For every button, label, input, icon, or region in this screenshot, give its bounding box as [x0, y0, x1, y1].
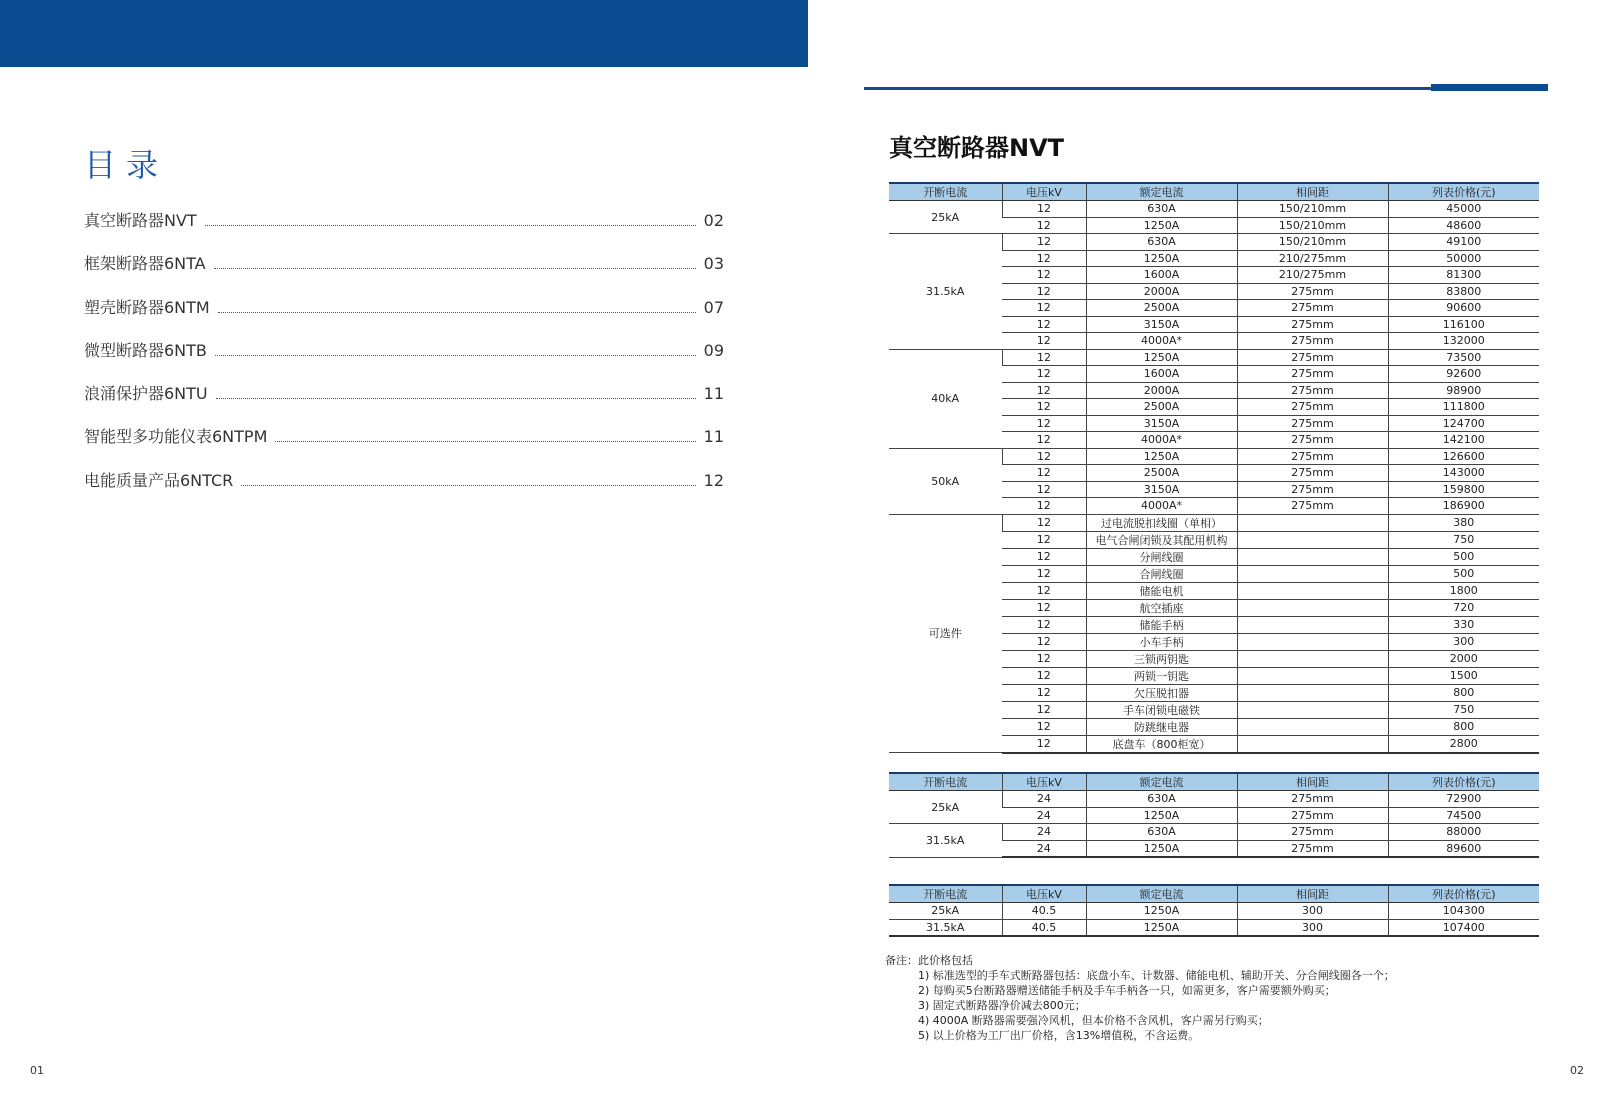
table-cell: 过电流脱扣线圈（单相）: [1086, 514, 1237, 531]
table-cell: 275mm: [1237, 415, 1388, 432]
table-cell: 300: [1237, 903, 1388, 920]
table-cell: [1237, 667, 1388, 684]
table-cell: 1600A: [1086, 366, 1237, 383]
breaking-current-cell: 31.5kA: [889, 234, 1002, 350]
table-cell: 2500A: [1086, 300, 1237, 317]
column-header: 列表价格(元): [1388, 183, 1539, 201]
table-cell: 1250A: [1086, 807, 1237, 824]
table-cell: 630A: [1086, 791, 1237, 808]
table-cell: 电气合闸闭锁及其配用机构: [1086, 531, 1237, 548]
table-header-row: [889, 885, 1539, 903]
toc-entry[interactable]: [84, 424, 724, 467]
table-cell: 12: [1002, 565, 1086, 582]
toc-entry-page: 03: [703, 254, 724, 274]
table-cell: 275mm: [1237, 807, 1388, 824]
table-cell: 12: [1002, 349, 1086, 366]
table-cell: 底盘车（800柜宽）: [1086, 735, 1237, 753]
toc-entry-page: 12: [703, 470, 724, 490]
table-cell: 275mm: [1237, 448, 1388, 465]
toc-leader-dots: [216, 398, 696, 399]
column-header: 开断电流: [889, 183, 1002, 201]
toc-entry[interactable]: [84, 295, 724, 338]
toc-leader-dots: [205, 225, 696, 226]
table-cell: 210/275mm: [1237, 267, 1388, 284]
table-cell: 74500: [1388, 807, 1539, 824]
table-cell: 126600: [1388, 448, 1539, 465]
table-cell: 275mm: [1237, 840, 1388, 857]
table-cell: 275mm: [1237, 283, 1388, 300]
table-cell: 4000A*: [1086, 432, 1237, 449]
table-cell: 12: [1002, 667, 1086, 684]
table-cell: [1237, 565, 1388, 582]
table-cell: 12: [1002, 382, 1086, 399]
toc-entry[interactable]: [84, 208, 724, 251]
table-cell: 2500A: [1086, 399, 1237, 416]
table-cell: 500: [1388, 565, 1539, 582]
table-cell: 合闸线圈: [1086, 565, 1237, 582]
column-header: 相间距: [1237, 183, 1388, 201]
table-cell: 防跳继电器: [1086, 718, 1237, 735]
price-notes: [885, 953, 1395, 1043]
breaking-current-cell: 31.5kA: [889, 919, 1002, 936]
breaking-current-cell: 50kA: [889, 448, 1002, 514]
table-row: [889, 448, 1539, 465]
note-item: 5) 以上价格为工厂出厂价格，含13%增值税，不含运费。: [918, 1029, 1200, 1042]
table-cell: 630A: [1086, 201, 1237, 218]
table-cell: 12: [1002, 498, 1086, 515]
note-item: 2) 每购买5台断路器赠送储能手柄及手车手柄各一只，如需更多，客户需要额外购买；: [918, 984, 1336, 997]
header-bar: [0, 0, 808, 67]
table-cell: 89600: [1388, 840, 1539, 857]
price-table-24kv: [889, 772, 1539, 858]
note-item: 3) 固定式断路器净价减去800元；: [918, 999, 1086, 1012]
note-item: 4) 4000A 断路器需要强冷风机，但本价格不含风机，客户需另行购买；: [918, 1014, 1269, 1027]
table-cell: 12: [1002, 650, 1086, 667]
table-cell: [1237, 514, 1388, 531]
breaking-current-cell: 可选件: [889, 514, 1002, 753]
table-cell: 3150A: [1086, 415, 1237, 432]
table-cell: 12: [1002, 582, 1086, 599]
table-cell: [1237, 684, 1388, 701]
table-cell: 275mm: [1237, 498, 1388, 515]
toc-entry-page: 11: [703, 427, 724, 447]
toc-entry-page: 07: [703, 297, 724, 317]
toc-entry-label: 真空断路器NVT: [84, 211, 197, 230]
column-header: 额定电流: [1086, 885, 1237, 903]
table-cell: 275mm: [1237, 399, 1388, 416]
table-cell: 275mm: [1237, 366, 1388, 383]
toc-entry-label: 微型断路器6NTB: [84, 340, 207, 360]
table-cell: 116100: [1388, 316, 1539, 333]
table-cell: 210/275mm: [1237, 250, 1388, 267]
table-cell: 1250A: [1086, 903, 1237, 920]
table-cell: 12: [1002, 250, 1086, 267]
table-cell: 24: [1002, 824, 1086, 841]
table-cell: 48600: [1388, 217, 1539, 234]
column-header: 额定电流: [1086, 773, 1237, 791]
column-header: 列表价格(元): [1388, 773, 1539, 791]
column-header: 额定电流: [1086, 183, 1237, 201]
breaking-current-cell: 31.5kA: [889, 824, 1002, 858]
column-header: 电压kV: [1002, 773, 1086, 791]
table-cell: 275mm: [1237, 481, 1388, 498]
table-cell: 分闸线圈: [1086, 548, 1237, 565]
table-cell: 275mm: [1237, 465, 1388, 482]
table-cell: 12: [1002, 432, 1086, 449]
table-cell: 三锁两钥匙: [1086, 650, 1237, 667]
table-cell: 储能电机: [1086, 582, 1237, 599]
toc-leader-dots: [215, 355, 696, 356]
table-cell: 275mm: [1237, 316, 1388, 333]
table-cell: [1237, 548, 1388, 565]
table-cell: 12: [1002, 217, 1086, 234]
toc-entry-page: 02: [703, 211, 724, 230]
table-cell: [1237, 599, 1388, 616]
table-cell: 2800: [1388, 735, 1539, 753]
table-cell: 12: [1002, 633, 1086, 650]
note-item: 1) 标准选型的手车式断路器包括：底盘小车、计数器、储能电机、辅助开关、分合闸线圈各一个；: [918, 969, 1395, 982]
table-cell: 24: [1002, 840, 1086, 857]
table-cell: 300: [1237, 919, 1388, 936]
toc-entry-page: 09: [703, 340, 724, 360]
column-header: 开断电流: [889, 773, 1002, 791]
table-cell: 12: [1002, 283, 1086, 300]
column-header: 开断电流: [889, 885, 1002, 903]
table-cell: 49100: [1388, 234, 1539, 251]
toc-entry-label: 框架断路器6NTA: [84, 254, 206, 274]
table-cell: 720: [1388, 599, 1539, 616]
toc-entry-label: 浪涌保护器6NTU: [84, 384, 208, 404]
table-cell: 275mm: [1237, 300, 1388, 317]
table-cell: 1250A: [1086, 919, 1237, 936]
toc-leader-dots: [275, 441, 695, 442]
table-cell: 2000: [1388, 650, 1539, 667]
table-cell: 12: [1002, 300, 1086, 317]
section-rule-tab: [1431, 84, 1548, 91]
table-cell: 1250A: [1086, 840, 1237, 857]
table-cell: 300: [1388, 633, 1539, 650]
table-cell: 12: [1002, 701, 1086, 718]
table-cell: 40.5: [1002, 903, 1086, 920]
table-cell: 3150A: [1086, 316, 1237, 333]
breaking-current-cell: 25kA: [889, 791, 1002, 824]
table-cell: 12: [1002, 616, 1086, 633]
table-cell: 500: [1388, 548, 1539, 565]
toc-entry-label: 塑壳断路器6NTM: [84, 297, 210, 317]
table-cell: 750: [1388, 531, 1539, 548]
table-cell: 12: [1002, 684, 1086, 701]
table-cell: 24: [1002, 791, 1086, 808]
toc-entry[interactable]: [84, 381, 724, 424]
table-cell: 1250A: [1086, 448, 1237, 465]
table-cell: 12: [1002, 718, 1086, 735]
column-header: 相间距: [1237, 773, 1388, 791]
table-cell: 12: [1002, 599, 1086, 616]
table-cell: 380: [1388, 514, 1539, 531]
table-cell: 800: [1388, 684, 1539, 701]
column-header: 电压kV: [1002, 885, 1086, 903]
breaking-current-cell: 40kA: [889, 349, 1002, 448]
table-cell: 275mm: [1237, 333, 1388, 350]
table-cell: 275mm: [1237, 791, 1388, 808]
table-cell: 2000A: [1086, 382, 1237, 399]
table-cell: [1237, 633, 1388, 650]
table-row: [889, 824, 1539, 841]
table-cell: 手车闭锁电磁铁: [1086, 701, 1237, 718]
table-cell: 1800: [1388, 582, 1539, 599]
table-cell: [1237, 650, 1388, 667]
table-cell: 50000: [1388, 250, 1539, 267]
table-cell: 88000: [1388, 824, 1539, 841]
table-cell: 1250A: [1086, 250, 1237, 267]
table-cell: 275mm: [1237, 349, 1388, 366]
table-cell: 92600: [1388, 366, 1539, 383]
table-row: [889, 903, 1539, 920]
toc-title: 目录: [84, 146, 169, 184]
table-cell: 两锁一钥匙: [1086, 667, 1237, 684]
table-cell: 2500A: [1086, 465, 1237, 482]
table-cell: 40.5: [1002, 919, 1086, 936]
table-cell: 142100: [1388, 432, 1539, 449]
table-cell: 630A: [1086, 234, 1237, 251]
toc-leader-dots: [241, 485, 695, 486]
table-cell: 150/210mm: [1237, 217, 1388, 234]
table-cell: 12: [1002, 399, 1086, 416]
notes-heading: 备注：此价格包括: [885, 954, 973, 967]
table-row: [889, 791, 1539, 808]
table-cell: 83800: [1388, 283, 1539, 300]
table-cell: 12: [1002, 333, 1086, 350]
table-cell: 750: [1388, 701, 1539, 718]
table-cell: 107400: [1388, 919, 1539, 936]
table-cell: 12: [1002, 514, 1086, 531]
toc-entry[interactable]: [84, 468, 724, 511]
breaking-current-cell: 25kA: [889, 201, 1002, 234]
table-cell: 欠压脱扣器: [1086, 684, 1237, 701]
table-cell: 12: [1002, 735, 1086, 753]
table-cell: 72900: [1388, 791, 1539, 808]
table-cell: 4000A*: [1086, 498, 1237, 515]
table-cell: [1237, 735, 1388, 753]
table-cell: 储能手柄: [1086, 616, 1237, 633]
toc-entry-label: 智能型多功能仪表6NTPM: [84, 427, 268, 447]
table-cell: 330: [1388, 616, 1539, 633]
table-cell: 12: [1002, 448, 1086, 465]
table-cell: 73500: [1388, 349, 1539, 366]
column-header: 列表价格(元): [1388, 885, 1539, 903]
table-cell: 104300: [1388, 903, 1539, 920]
table-cell: 12: [1002, 531, 1086, 548]
table-row: [889, 201, 1539, 218]
table-cell: 1250A: [1086, 217, 1237, 234]
table-cell: 1250A: [1086, 349, 1237, 366]
table-cell: 132000: [1388, 333, 1539, 350]
page-number-right: 02: [1570, 1064, 1584, 1077]
table-cell: 12: [1002, 201, 1086, 218]
table-header-row: [889, 773, 1539, 791]
table-cell: 3150A: [1086, 481, 1237, 498]
page-number-left: 01: [30, 1064, 44, 1077]
toc-leader-dots: [214, 268, 696, 269]
price-table-12kv: [889, 182, 1539, 754]
breaking-current-cell: 25kA: [889, 903, 1002, 920]
table-cell: 111800: [1388, 399, 1539, 416]
table-row: [889, 919, 1539, 936]
table-cell: 小车手柄: [1086, 633, 1237, 650]
table-cell: 12: [1002, 316, 1086, 333]
table-cell: 150/210mm: [1237, 234, 1388, 251]
column-header: 电压kV: [1002, 183, 1086, 201]
table-cell: 275mm: [1237, 824, 1388, 841]
table-row: [889, 234, 1539, 251]
table-cell: [1237, 616, 1388, 633]
table-cell: 12: [1002, 415, 1086, 432]
table-cell: 45000: [1388, 201, 1539, 218]
table-row: [889, 514, 1539, 531]
table-cell: 12: [1002, 234, 1086, 251]
toc-entry-label: 电能质量产品6NTCR: [84, 470, 234, 490]
table-cell: 124700: [1388, 415, 1539, 432]
table-cell: 800: [1388, 718, 1539, 735]
table-of-contents: [84, 208, 724, 511]
toc-leader-dots: [218, 312, 696, 313]
table-row: [889, 349, 1539, 366]
table-cell: 12: [1002, 465, 1086, 482]
table-cell: 98900: [1388, 382, 1539, 399]
table-cell: 2000A: [1086, 283, 1237, 300]
table-cell: 24: [1002, 807, 1086, 824]
table-cell: 12: [1002, 366, 1086, 383]
table-cell: 90600: [1388, 300, 1539, 317]
table-cell: 81300: [1388, 267, 1539, 284]
table-cell: [1237, 582, 1388, 599]
toc-entry[interactable]: [84, 251, 724, 294]
section-title: 真空断路器NVT: [889, 134, 1065, 162]
toc-entry-page: 11: [703, 384, 724, 404]
table-cell: 1600A: [1086, 267, 1237, 284]
column-header: 相间距: [1237, 885, 1388, 903]
price-table-40-5kv: [889, 884, 1539, 937]
table-cell: [1237, 718, 1388, 735]
table-cell: 1500: [1388, 667, 1539, 684]
toc-entry[interactable]: [84, 338, 724, 381]
table-cell: 186900: [1388, 498, 1539, 515]
table-cell: [1237, 701, 1388, 718]
table-cell: 275mm: [1237, 382, 1388, 399]
table-cell: 143000: [1388, 465, 1539, 482]
table-cell: 4000A*: [1086, 333, 1237, 350]
table-header-row: [889, 183, 1539, 201]
table-cell: 630A: [1086, 824, 1237, 841]
table-cell: 航空插座: [1086, 599, 1237, 616]
table-cell: 12: [1002, 548, 1086, 565]
table-cell: [1237, 531, 1388, 548]
table-cell: 159800: [1388, 481, 1539, 498]
table-cell: 12: [1002, 267, 1086, 284]
table-cell: 12: [1002, 481, 1086, 498]
table-cell: 150/210mm: [1237, 201, 1388, 218]
table-cell: 275mm: [1237, 432, 1388, 449]
